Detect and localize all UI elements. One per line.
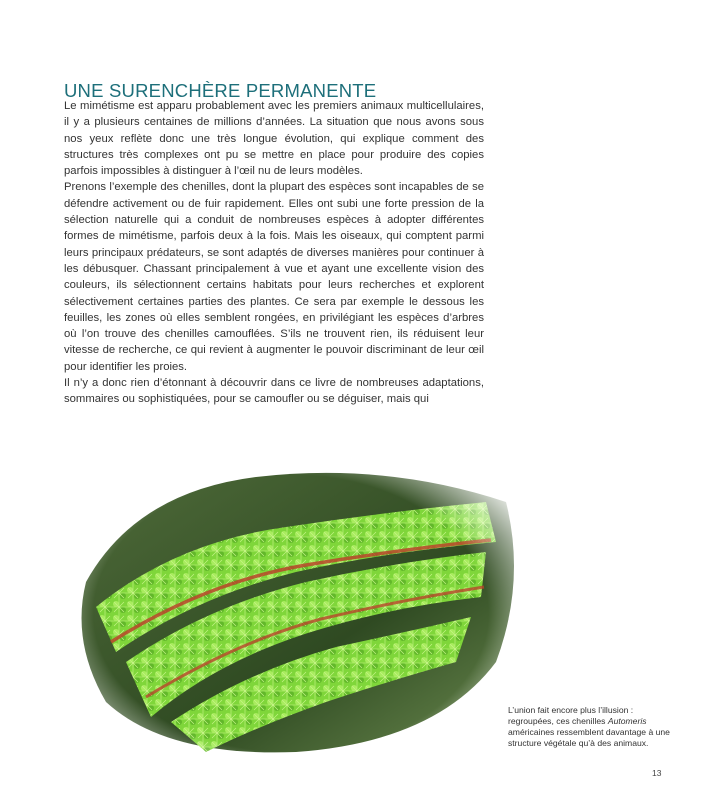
page-number: 13 — [652, 768, 662, 778]
paragraph: Prenons l’exemple des chenilles, dont la plupart des espèces sont incapables de se défendre activement ou de fuir rapidement. Elles ont subi une forte pression de la sélection naturelle qui a conduit de nombreuses espèces à adopter différentes formes de mimétisme, parfois deux à la fois. Mais les oiseaux, qui comptent parmi leurs principaux prédateurs, se sont adaptés de diverses manières pour continuer à les débusquer. Chassant principalement à vue et ayant une excellente vision des couleurs, ils sélectionnent certains habitats pour leurs recherches et explorent sélectivement certaines parties des plantes. Ce sera par exemple le dessous les feuilles, les zones où elles semblent rongées, en privilégiant les espèces d’arbres où l’on trouve des chenilles camouflées. S’ils ne trouvent rien, ils réduisent leur vitesse de recherche, ce qui revient à augmenter le pouvoir discriminant de leur œil pour identifier les proies. — [64, 181, 484, 373]
paragraph: Le mimétisme est apparu probablement avec les premiers animaux multicellulaires, il y a plusieurs centaines de millions d’années. La situation que nous avons sous nos yeux reflète donc une très longue évolution, qui explique comment des structures très complexes ont pu se mettre en place pour produire des copies parfois impossibles à distinguer à l’œil nu de leurs modèles. — [64, 100, 484, 178]
body-text — [64, 98, 484, 408]
section-heading: UNE SURENCHÈRE PERMANENTE — [64, 80, 377, 102]
caption-text: L’union fait encore plus l’illusion : regroupées, ces chenilles — [508, 705, 634, 726]
caterpillar-photo — [56, 432, 526, 762]
caption-text: américaines ressemblent davantage à une structure végétale qu’à des animaux. — [508, 727, 670, 748]
caption-italic: Automeris — [607, 716, 647, 726]
photo-caption — [508, 705, 678, 749]
paragraph: Il n’y a donc rien d’étonnant à découvrir dans ce livre de nombreuses adaptations, sommaires ou sophistiquées, pour se camoufler ou se déguiser, mais qui — [64, 377, 484, 406]
